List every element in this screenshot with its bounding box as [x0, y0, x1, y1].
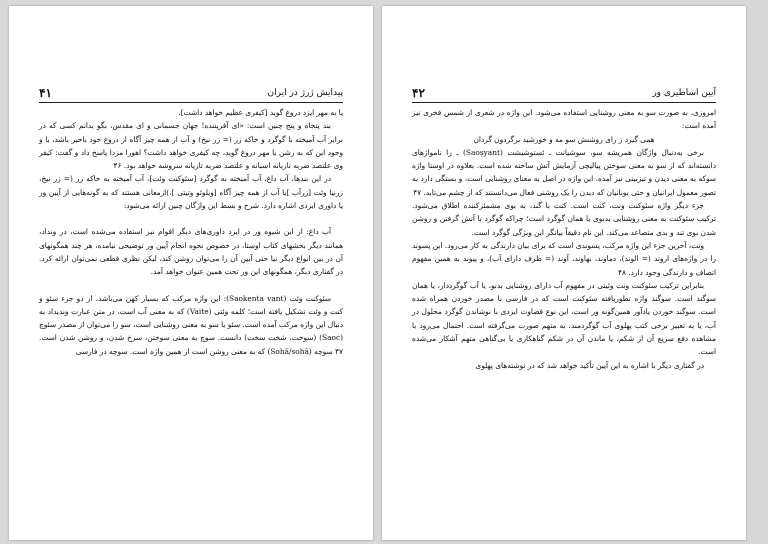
- paragraph: یا به مهر ایزد دروغ گوید [کیفری عظیم خواهد داشت].: [178, 108, 343, 117]
- paragraph: جزء دیگر واژه سئوکنت ونت، کنت است. کنت با گند، به بوی مشمئزکننده اطلاق می‌شود. ترکیب سئوکنت به معنی روشنایی بدبوی یا همان گوگرد است؛ چراکه گوگرد با آتش گرفتن و روشن شدن بوی تند و بدی متصاعد می‌کند. این نام دقیقاً بیانگر این ویژگی گوگرد است.: [412, 201, 716, 237]
- left-page-body: [39, 106, 343, 358]
- right-page-body: [412, 106, 716, 372]
- left-page-header: [39, 86, 343, 103]
- running-title: پیدایش ژرژ در ایران: [267, 88, 343, 98]
- page-number: ۴۲: [412, 86, 425, 100]
- right-page-header: [412, 86, 716, 103]
- running-title: آیین اساطیری ور: [652, 88, 716, 98]
- paragraph: ونت، آخرین جزء این واژه مرکب، پسوندی است که برای بیان دارندگی به کار می‌رود. این پسوند را در واژه‌های اروند (= الوند)، دماوند، نهاوند، آوند (= ظرف دارای آب)، و پیوند به همین مفهوم اتصاف و دارندگی وجود دارد. ۴۸: [412, 240, 716, 277]
- paragraph: در گفتاری دیگر با اشاره به این آیین تأکید خواهد شد که در نوشته‌های پهلوی: [475, 360, 704, 370]
- poem-line: همی گیرد ز رای روشنش سو مه و خورشید برگردون گردان: [473, 134, 655, 144]
- paragraph: امروزی، به صورت سو به معنی روشنایی استفاده می‌شود. این واژه در شعری از شمس فخری نیز آمده است:: [412, 108, 716, 131]
- right-page: [382, 6, 746, 540]
- paragraph: بنابراین ترکیب سئوکنت ونت وئیتی در مفهوم آب دارای روشنایی بدبو، یا آب گوگرددار، یا همان سوگند است. سوگند واژه تطوریافته سئوکنت است که در فارسی با مصدر خوردن همراه شده است. سوگند خوردن یادآور همین‌گونه ور است، این نوع قضاوت ایزدی با نوشاندن گوگرد محلول در آب، یا به تعبیر برخی کتب پهلوی آب گوگردمند، به متهم صورت می‌گرفته است. احتمال می‌رود با مشاهده دفع سریع آن از شکم، یا ماندن آن در شکم گناهکاری یا بی‌گناهی متهم آشکار می‌شده است.: [412, 280, 716, 357]
- page-number: ۴۱: [39, 86, 52, 100]
- paragraph: آب داغ: از این شیوه ور در ایزد داوری‌های دیگر اقوام نیز استفاده می‌شده است، در ونداد، همانند دیگر بخشهای کتاب اوستا، در خصوص نحوه انجام آیین ور توضیحی نیامده، هر چند همگونهای آن در بین انواع دیگر نیا حتی آیین آن را می‌توان روشن کند، لیکن نظری قطعی نمی‌توان ارائه کرد. در گفتاری دیگر، همگونهای این ور تحت همین عنوان خواهد آمد.: [39, 227, 343, 277]
- paragraph: در این بندها، آب داغ، آب آمیخته به گوگرد [سئوکنت وئت]، آب آمیخته به خاکه زر (= زر نیخ، زرنیا وئت [زرآب ]یا آب از همه چیز آگاه [ویلوئو وتیتی ]،)ازمعانی هستند که به گونه‌هایی از آیین ور یا داوری ایزدی اشاره دارد. شرح و بسط این واژگان چنین ارائه می‌شود:: [39, 174, 343, 211]
- paragraph: سئوکنت وئت (Saokenta vant): این واژه مرکب که بسیار کهن می‌باشد، از دو جزء سئو و کنت و وئت تشکیل یافته است؛ کلمه وئتی (Vaite) که به معنی آب است، در متن عبارت وندیداد به دنبال این واژه مرکب آمده است. سئو یا سو به معنی روشنایی است، سو را می‌توان از مصدر سئوچ (Saoc) (سوخت، شخت سخت) دانست. سوچ به معنی سوختن، سرخ شدن، و روشن شدن است. ۴۷ سوچه (Sohâ/sohâ) که به معنی روشن است از همین واژه است. سوچه در فارسی: [39, 293, 343, 356]
- left-page: [9, 6, 373, 540]
- paragraph: برخی به‌دنبال واژگان همریشه سو، سوشیانت ـ ئستوشیشت (Saoṣyant) ـ را نامواژهای دانسته‌اند که از سو به معنی سوختن پیالیچی آزمایش آتش ساخته شده است. بعلاوه در اوستا واژه سوکه به معنی دیدن و تیزبینی نیز آمده. این واژه در اصل به معنای روشنایی است، و بستگی دارد به تصور معمول ایرانیان و حتی یونانیان که دیدن را یک روشنی فعال می‌دانستند که از چشم می‌تابد. ۴۷: [412, 147, 716, 197]
- paragraph: بند پنجاه و پنج چنین است: «ای آفریننده! جهان جسمانی و ای مقدس، بگو بدانم کسی که در برابر آب آمیخته با گوگرد و خاکه زر (= زر نیخ) و آب از همه چیز آگاه از دروغ خود باخبر باشد، یا و وجود این که به رشن یا مهر دروغ گوید، چه کیفری خواهد داشت؟ اهورا مزدا پاسخ داد و گفت: کیفر وی علتصد ضربه تازیانه اسبانه و علتصد ضربه تازیانه سروشه خواهد بود. ۴۶: [39, 121, 343, 171]
